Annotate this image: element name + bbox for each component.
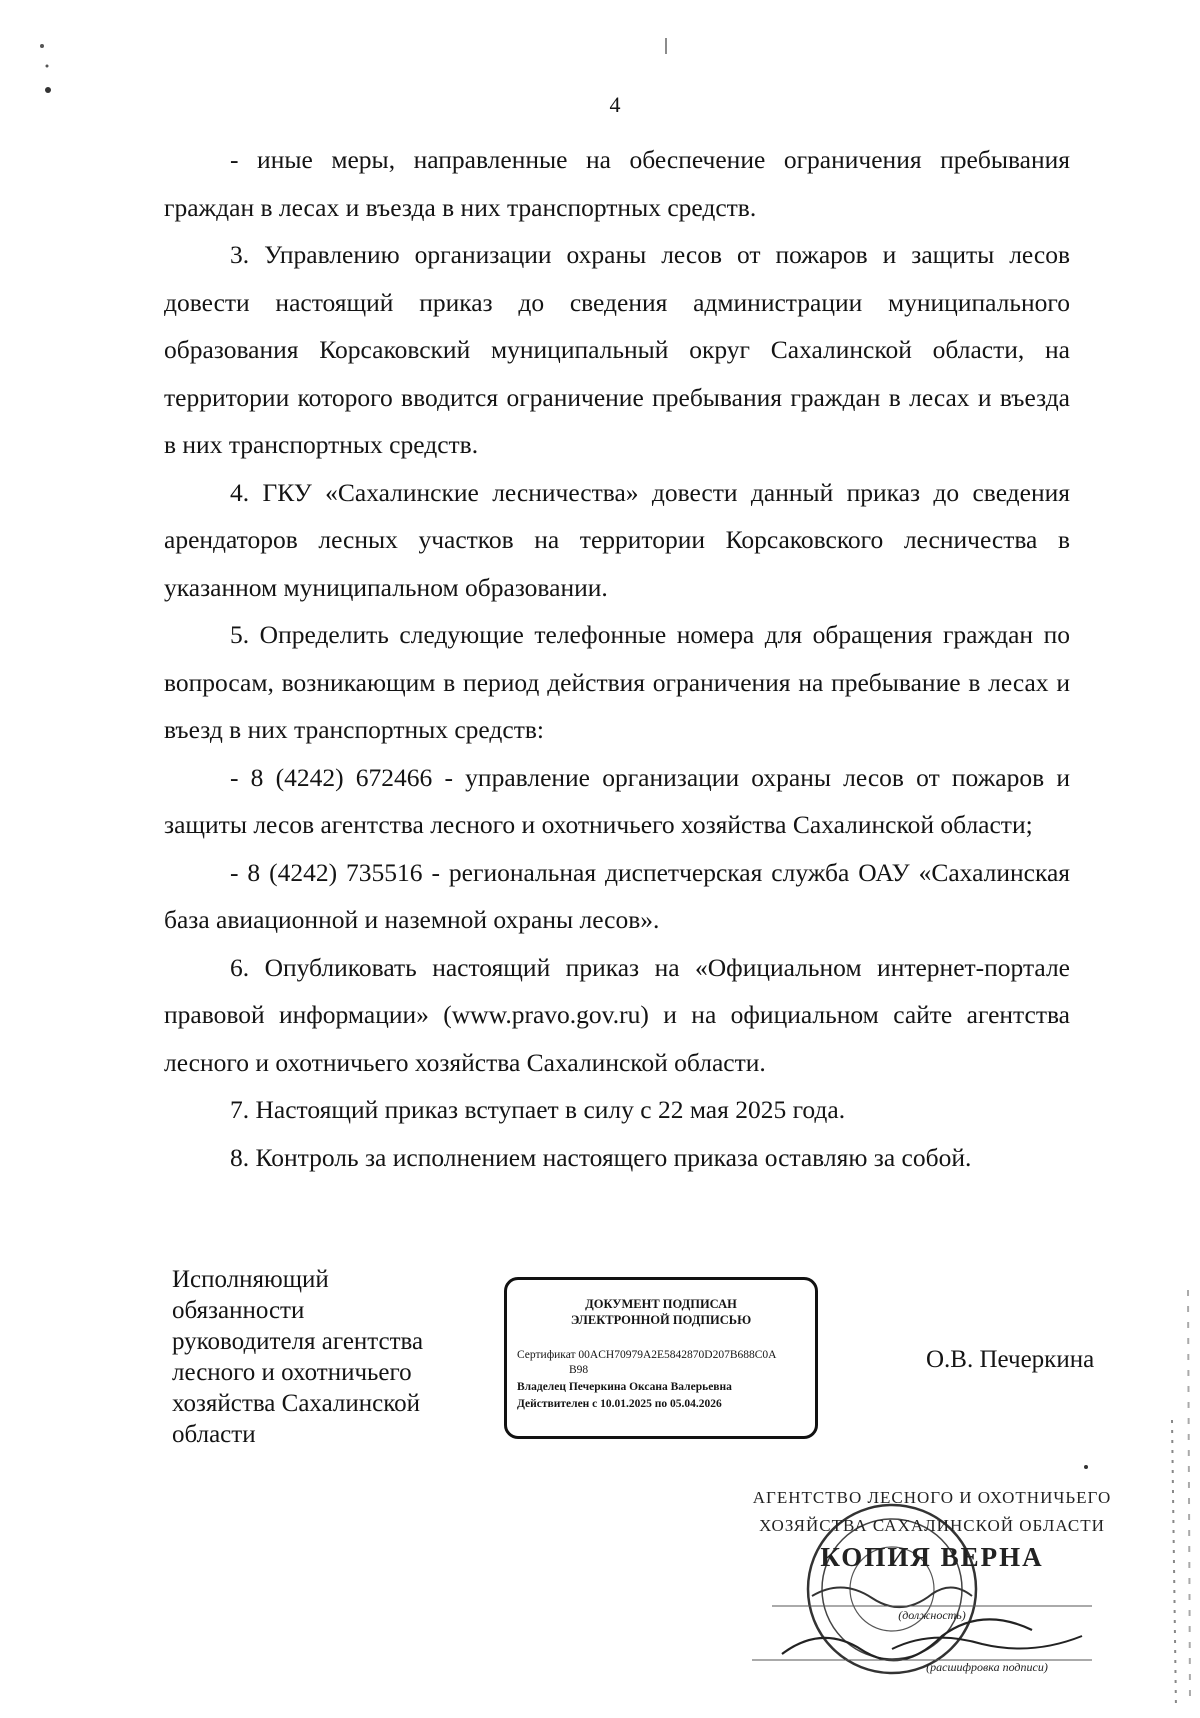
signer-title-line: хозяйства Сахалинской <box>172 1390 420 1417</box>
signer-title-line: лесного и охотничьего <box>172 1359 412 1386</box>
stamp-copy-label: КОПИЯ ВЕРНА <box>820 1542 1044 1572</box>
stamp-org-line: ХОЗЯЙСТВА САХАЛИНСКОЙ ОБЛАСТИ <box>759 1516 1105 1535</box>
paragraph: 7. Настоящий приказ вступает в силу с 22 мая 2025 года. <box>230 1095 846 1124</box>
esig-certificate-value: 00ACH70979A2E5842870D207B688C0A <box>578 1349 777 1361</box>
paragraph: 5. Определить следующие телефонные номера для обращения граждан по вопросам, возникающим в период действия ограничения на пребывание в лесах и въезд в них транспортных средств: <box>164 620 1070 744</box>
signer-title-line: руководителя агентства <box>172 1328 424 1355</box>
paragraph: 3. Управлению организации охраны лесов от пожаров и защиты лесов довести настоящий приказ до сведения администрации муниципального образования Корсаковский муниципальный округ Сахалинской области, на территории которого вводится ограничение пребывания граждан в лесах и въезда в них транспортных средств. <box>164 240 1070 459</box>
esig-header-line: ДОКУМЕНТ ПОДПИСАН <box>585 1297 737 1311</box>
signer-title-line: области <box>172 1421 256 1448</box>
stamp-decode-caption: (расшифровка подписи) <box>926 1660 1048 1674</box>
paragraph: - иные меры, направленные на обеспечение ограничения пребывания граждан в лесах и въезда в них транспортных средств. <box>164 145 1070 222</box>
page-number: 4 <box>609 92 621 117</box>
signer-title-line: обязанности <box>172 1297 305 1324</box>
paragraph: 6. Опубликовать настоящий приказ на «Официальном интернет-портале правовой информации» (www.pravo.gov.ru) и на официальном сайте агентства лесного и охотничьего хозяйства Сахалинской области. <box>164 952 1070 1077</box>
esig-header-line: ЭЛЕКТРОННОЙ ПОДПИСЬЮ <box>570 1313 752 1327</box>
esig-certificate-cont: B98 <box>569 1364 589 1376</box>
esig-certificate-label: Сертификат <box>517 1349 576 1361</box>
paragraph: 8. Контроль за исполнением настоящего приказа оставляю за собой. <box>230 1142 972 1172</box>
paragraph: 4. ГКУ «Сахалинские лесничества» довести данный приказ до сведения арендаторов лесных участков на территории Корсаковского лесничества в указанном муниципальном образовании. <box>164 477 1070 602</box>
signer-name: О.В. Печеркина <box>926 1346 1095 1373</box>
paragraph: - 8 (4242) 672466 - управление организации охраны лесов от пожаров и защиты лесов агентства лесного и охотничьего хозяйства Сахалинской области; <box>164 762 1070 839</box>
stamp-org-line: АГЕНТСТВО ЛЕСНОГО И ОХОТНИЧЬЕГО <box>752 1488 1112 1507</box>
esig-validity: Действителен с 10.01.2025 по 05.04.2026 <box>517 1398 722 1410</box>
esig-owner: Владелец Печеркина Оксана Валерьевна <box>517 1381 732 1393</box>
signer-title-line: Исполняющий <box>172 1266 329 1293</box>
paragraph: - 8 (4242) 735516 - региональная диспетчерская служба ОАУ «Сахалинская база авиационной и наземной охраны лесов». <box>164 857 1070 934</box>
stamp-position-caption: (должность) <box>898 1608 966 1622</box>
